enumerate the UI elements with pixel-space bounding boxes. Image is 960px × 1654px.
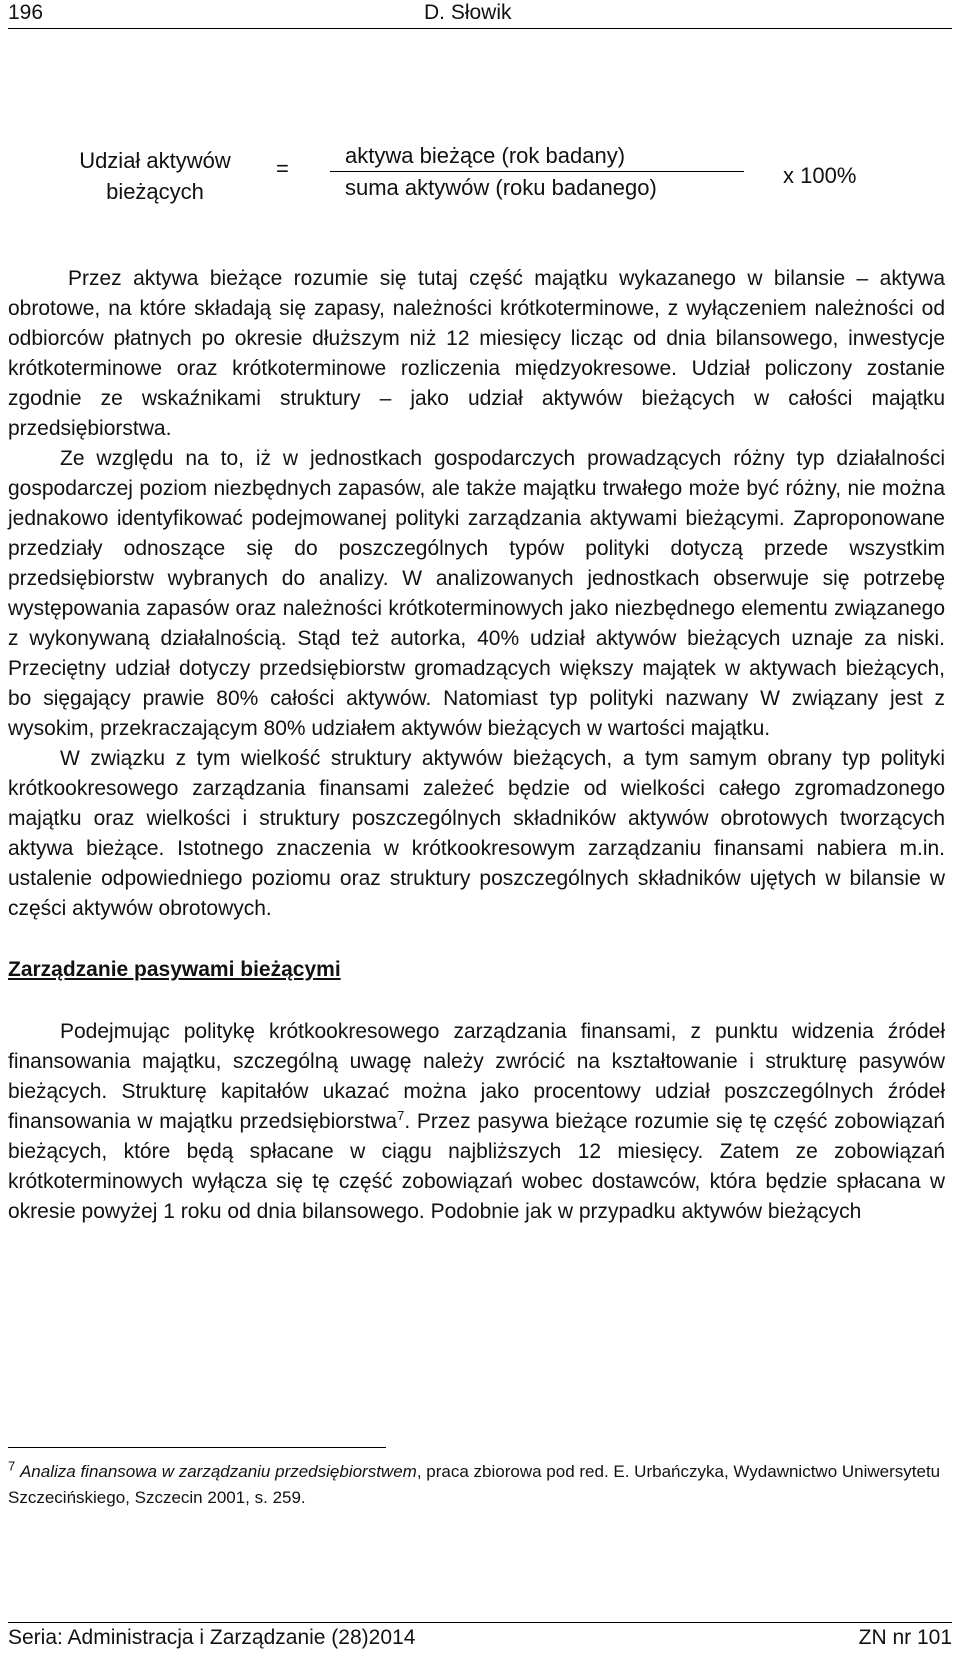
paragraph-1: Przez aktywa bieżące rozumie się tutaj część majątku wykazanego w bilansie – aktywa obrotowe, na które składają się zapasy, należności krótkoterminowe, z wyłączeniem należności od odbiorców płatnych po okresie dłuższym niż 12 miesięcy licząc od dnia bilansowego, inwestycje krótkoterminowe oraz krótkoterminowe rozliczenia międzyokresowe. Udział policzony zostanie zgodnie ze wskaźnikami struktury – jako udział aktywów bieżących w całości majątku przedsiębiorstwa. — [8, 267, 945, 440]
paragraph-4-text-b: . Przez pasywa bieżące rozumie się tę część zobowiązań bieżących, które będą spłacane w ciągu najbliższych 12 miesięcy. Zatem ze zobowiązań krótkoterminowych wyłącza się tę część zobowiązań wobec dostawców, która będzie spłacana w okresie powyżej 1 roku od dnia bilansowego. Podobnie jak w przypadku aktywów bieżących — [8, 1110, 945, 1223]
paragraph-4-text-a: Podejmując politykę krótkookresowego zarządzania finansami, z punktu widzenia źródeł finansowania majątku, szczególną uwagę należy zwrócić na kształtowanie i strukturę pasywów bieżących. Strukturę kapitałów ukazać można jako procentowy udział poszczególnych źródeł finansowania w majątku przedsiębiorstwa — [8, 1020, 945, 1133]
footnote — [8, 1459, 948, 1511]
fraction-bar — [330, 171, 744, 172]
paragraph-3: W związku z tym wielkość struktury aktywów bieżących, a tym samym obrany typ polityki krótkookresowego zarządzania finansami zależeć będzie od wielkości całego zgromadzonego majątku oraz wielkości i struktury poszczególnych składników aktywów obrotowych tworzących aktywa bieżące. Istotnego znaczenia w krótkookresowym zarządzaniu finansami nabiera m.in. ustalenie odpowiedniego poziomu oraz struktury poszczególnych składników ujętych w bilansie w części aktywów obrotowych. — [8, 747, 945, 920]
formula-lhs-line1: Udział aktywów — [79, 148, 231, 173]
body-text — [8, 264, 945, 1227]
formula-lhs-line2: bieżących — [106, 179, 204, 204]
paragraph-4 — [8, 1017, 945, 1227]
formula-lhs — [60, 145, 250, 207]
series-info: Seria: Administracja i Zarządzanie (28)2014 — [8, 1626, 416, 1649]
formula-equals: = — [276, 156, 289, 181]
page-number: 196 — [8, 1, 44, 24]
footnote-number: 7 — [8, 1458, 16, 1474]
formula-denominator: suma aktywów (roku badanego) — [345, 175, 657, 200]
running-author: D. Słowik — [424, 1, 512, 24]
footnote-text: , praca zbiorowa pod red. E. Urbańczyka, Wydawnictwo Uniwersytetu Szczecińskiego, Szczecin 2001, s. 259. — [8, 1462, 941, 1507]
paragraph-2: Ze względu na to, iż w jednostkach gospodarczych prowadzących różny typ działalności gospodarczej poziom niezbędnych zapasów, ale także majątku trwałego może być różny, nie można jednakowo identyfikować podejmowanej polityki zarządzania aktywami bieżącymi. Zaproponowane przedziały odnoszące się do poszczególnych typów polityki dotyczą przede wszystkim przedsiębiorstw wybranych do analizy. W analizowanych jednostkach obserwuje się potrzebę występowania zapasów oraz należności krótkoterminowych jako niezbędnego elementu związanego z wykonywaną działalnością. Stąd też autorka, 40% udział aktywów bieżących uznaje za niski. Przeciętny udział dotyczy przedsiębiorstw gromadzących większy majątek w aktywach bieżących, bo sięgający prawie 80% całości aktywów. Natomiast typ polityki nazwany W związany jest z wysokim, przekraczającym 80% udziałem aktywów bieżących w wartości majątku. — [8, 447, 945, 740]
formula-multiplier: x 100% — [783, 163, 857, 188]
footnote-divider — [8, 1447, 386, 1448]
formula — [0, 140, 960, 210]
footnote-title: Analiza finansowa w zarządzaniu przedsiębiorstwem — [19, 1462, 417, 1481]
page-header — [8, 0, 952, 29]
footnote-ref[interactable]: 7 — [397, 1108, 405, 1123]
section-heading: Zarządzanie pasywami bieżącymi — [8, 958, 341, 981]
page-footer — [8, 1622, 952, 1654]
issue-number: ZN nr 101 — [858, 1626, 952, 1649]
formula-numerator: aktywa bieżące (rok badany) — [345, 143, 626, 168]
